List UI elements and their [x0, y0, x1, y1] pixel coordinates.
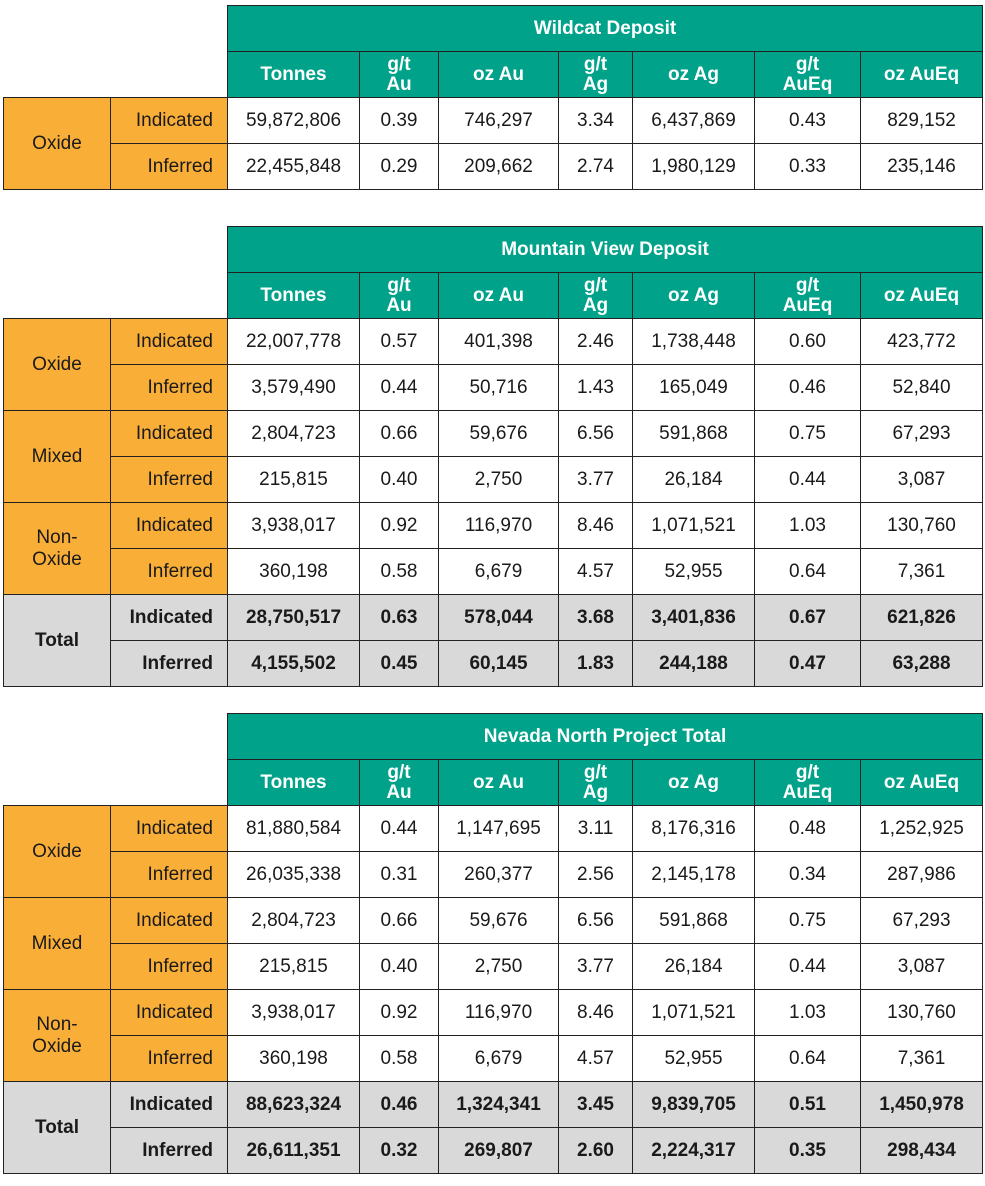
- header-row: [4, 760, 983, 806]
- category-cell: [4, 98, 111, 190]
- value-cell: 0.66: [360, 411, 439, 457]
- value-cell: 2,750: [439, 944, 559, 990]
- total-classification-cell: Indicated: [111, 595, 228, 641]
- value-cell: 0.92: [360, 990, 439, 1036]
- total-value-cell: 0.67: [755, 595, 861, 641]
- value-cell: 0.43: [755, 98, 861, 144]
- total-value-cell: 3.45: [559, 1082, 633, 1128]
- classification-cell: Indicated: [111, 898, 228, 944]
- value-cell: 130,760: [861, 990, 983, 1036]
- value-cell: 0.64: [755, 1036, 861, 1082]
- value-cell: 1.43: [559, 365, 633, 411]
- table-row: [4, 549, 983, 595]
- value-cell: 2,750: [439, 457, 559, 503]
- classification-cell: Indicated: [111, 806, 228, 852]
- column-header: [861, 273, 983, 319]
- value-cell: 7,361: [861, 549, 983, 595]
- category-label: Mixed: [31, 932, 83, 954]
- column-header-line1: g/t: [387, 274, 411, 296]
- classification-cell: Indicated: [111, 990, 228, 1036]
- column-header-line1: oz AuEq: [883, 63, 960, 85]
- value-cell: 0.60: [755, 319, 861, 365]
- value-cell: 0.44: [755, 944, 861, 990]
- value-cell: 67,293: [861, 898, 983, 944]
- category-label-line2: Oxide: [32, 1035, 82, 1057]
- value-cell: 0.31: [360, 852, 439, 898]
- value-cell: 0.75: [755, 898, 861, 944]
- value-cell: 22,007,778: [228, 319, 360, 365]
- value-cell: 1,980,129: [633, 144, 755, 190]
- value-cell: 287,986: [861, 852, 983, 898]
- table-row: [4, 806, 983, 852]
- value-cell: 22,455,848: [228, 144, 360, 190]
- value-cell: 2,804,723: [228, 411, 360, 457]
- value-cell: 423,772: [861, 319, 983, 365]
- classification-cell: Inferred: [111, 365, 228, 411]
- title-row: [4, 6, 983, 52]
- column-header-line1: oz AuEq: [883, 771, 960, 793]
- total-value-cell: 26,611,351: [228, 1128, 360, 1174]
- table-row: [4, 457, 983, 503]
- column-header: [755, 273, 861, 319]
- column-header-line1: Tonnes: [260, 63, 327, 85]
- table-row: [4, 98, 983, 144]
- column-header-line2: Au: [386, 73, 412, 95]
- value-cell: 26,184: [633, 457, 755, 503]
- value-cell: 8.46: [559, 503, 633, 549]
- column-header-line1: g/t: [795, 274, 820, 296]
- table-row: [4, 852, 983, 898]
- value-cell: 3.34: [559, 98, 633, 144]
- value-cell: 3,938,017: [228, 503, 360, 549]
- value-cell: 0.58: [360, 549, 439, 595]
- classification-cell: Indicated: [111, 503, 228, 549]
- total-value-cell: 2.60: [559, 1128, 633, 1174]
- column-header-line1: g/t: [387, 53, 411, 75]
- value-cell: 2.56: [559, 852, 633, 898]
- column-header: [228, 52, 360, 98]
- mountain-view-body: [4, 227, 983, 687]
- value-cell: 0.44: [360, 365, 439, 411]
- blank-corner: [4, 6, 228, 52]
- column-header-line1: g/t: [387, 761, 411, 783]
- total-value-cell: 298,434: [861, 1128, 983, 1174]
- column-header-line1: g/t: [795, 761, 820, 783]
- value-cell: 591,868: [633, 411, 755, 457]
- value-cell: 3,579,490: [228, 365, 360, 411]
- value-cell: 401,398: [439, 319, 559, 365]
- value-cell: 0.48: [755, 806, 861, 852]
- value-cell: 67,293: [861, 411, 983, 457]
- value-cell: 591,868: [633, 898, 755, 944]
- value-cell: 59,676: [439, 898, 559, 944]
- value-cell: 59,676: [439, 411, 559, 457]
- column-header: [559, 273, 633, 319]
- value-cell: 1.03: [755, 503, 861, 549]
- column-header-line1: oz Au: [472, 771, 524, 793]
- column-header: [439, 760, 559, 806]
- value-cell: 0.57: [360, 319, 439, 365]
- column-header: [360, 273, 439, 319]
- value-cell: 0.33: [755, 144, 861, 190]
- column-header: [755, 52, 861, 98]
- value-cell: 0.34: [755, 852, 861, 898]
- column-header: [633, 273, 755, 319]
- value-cell: 0.58: [360, 1036, 439, 1082]
- value-cell: 2.46: [559, 319, 633, 365]
- value-cell: 116,970: [439, 990, 559, 1036]
- column-header-line2: Au: [386, 781, 412, 803]
- value-cell: 6.56: [559, 898, 633, 944]
- value-cell: 52,955: [633, 549, 755, 595]
- column-header-line2: Ag: [582, 294, 609, 316]
- table-title: Mountain View Deposit: [228, 227, 983, 273]
- total-value-cell: 3,401,836: [633, 595, 755, 641]
- wildcat-table: [3, 5, 983, 190]
- value-cell: 1,071,521: [633, 503, 755, 549]
- column-header-line1: Tonnes: [260, 284, 327, 306]
- value-cell: 2,804,723: [228, 898, 360, 944]
- total-value-cell: 1,450,978: [861, 1082, 983, 1128]
- total-value-cell: 269,807: [439, 1128, 559, 1174]
- blank-corner: [4, 52, 228, 98]
- table-row: [4, 898, 983, 944]
- value-cell: 2,145,178: [633, 852, 755, 898]
- total-label: Total: [4, 1082, 111, 1174]
- total-value-cell: 244,188: [633, 641, 755, 687]
- value-cell: 3.77: [559, 944, 633, 990]
- value-cell: 209,662: [439, 144, 559, 190]
- column-header-line1: g/t: [583, 761, 608, 783]
- value-cell: 6,679: [439, 549, 559, 595]
- classification-cell: Indicated: [111, 411, 228, 457]
- value-cell: 8,176,316: [633, 806, 755, 852]
- classification-cell: Indicated: [111, 98, 228, 144]
- blank-corner: [4, 714, 228, 760]
- column-header-line2: Ag: [582, 73, 609, 95]
- total-value-cell: 0.32: [360, 1128, 439, 1174]
- value-cell: 0.44: [360, 806, 439, 852]
- total-value-cell: 2,224,317: [633, 1128, 755, 1174]
- blank-corner: [4, 273, 228, 319]
- column-header: [861, 52, 983, 98]
- column-header: [439, 52, 559, 98]
- table-title: Wildcat Deposit: [228, 6, 983, 52]
- value-cell: 215,815: [228, 457, 360, 503]
- table-row: [4, 1036, 983, 1082]
- column-header-line1: oz Ag: [667, 771, 719, 793]
- value-cell: 0.75: [755, 411, 861, 457]
- value-cell: 3,938,017: [228, 990, 360, 1036]
- column-header-line2: Ag: [582, 781, 609, 803]
- value-cell: 0.40: [360, 944, 439, 990]
- total-value-cell: 88,623,324: [228, 1082, 360, 1128]
- category-cell: [4, 319, 111, 411]
- column-header-line1: g/t: [583, 53, 608, 75]
- column-header: [559, 52, 633, 98]
- column-header-line2: AuEq: [782, 73, 833, 95]
- total-value-cell: 0.46: [360, 1082, 439, 1128]
- column-header-line1: g/t: [795, 53, 820, 75]
- total-value-cell: 0.45: [360, 641, 439, 687]
- total-value-cell: 0.47: [755, 641, 861, 687]
- column-header: [360, 52, 439, 98]
- value-cell: 0.46: [755, 365, 861, 411]
- classification-cell: Inferred: [111, 944, 228, 990]
- value-cell: 0.66: [360, 898, 439, 944]
- column-header-line1: oz AuEq: [883, 284, 960, 306]
- category-cell: [4, 898, 111, 990]
- total-value-cell: 28,750,517: [228, 595, 360, 641]
- table-row: [4, 990, 983, 1036]
- value-cell: 81,880,584: [228, 806, 360, 852]
- category-cell: [4, 411, 111, 503]
- value-cell: 746,297: [439, 98, 559, 144]
- title-row: [4, 227, 983, 273]
- column-header: [633, 52, 755, 98]
- value-cell: 6.56: [559, 411, 633, 457]
- category-cell: [4, 990, 111, 1082]
- total-value-cell: 1.83: [559, 641, 633, 687]
- column-header-line2: AuEq: [782, 781, 833, 803]
- classification-cell: Inferred: [111, 549, 228, 595]
- column-header-line2: AuEq: [782, 294, 833, 316]
- value-cell: 0.39: [360, 98, 439, 144]
- table-row: [4, 144, 983, 190]
- value-cell: 4.57: [559, 1036, 633, 1082]
- total-classification-cell: Inferred: [111, 1128, 228, 1174]
- value-cell: 59,872,806: [228, 98, 360, 144]
- value-cell: 52,955: [633, 1036, 755, 1082]
- value-cell: 829,152: [861, 98, 983, 144]
- total-row: [4, 1082, 983, 1128]
- nevada-north-body: [4, 714, 983, 1174]
- category-label: Non-: [36, 1013, 78, 1035]
- table-row: [4, 411, 983, 457]
- value-cell: 0.29: [360, 144, 439, 190]
- value-cell: 6,437,869: [633, 98, 755, 144]
- column-header: [755, 760, 861, 806]
- total-value-cell: 0.51: [755, 1082, 861, 1128]
- value-cell: 1,147,695: [439, 806, 559, 852]
- mountain-view-table: [3, 226, 983, 687]
- wildcat-body: [4, 6, 983, 190]
- value-cell: 3.11: [559, 806, 633, 852]
- table-title: Nevada North Project Total: [228, 714, 983, 760]
- value-cell: 1.03: [755, 990, 861, 1036]
- value-cell: 1,071,521: [633, 990, 755, 1036]
- value-cell: 3.77: [559, 457, 633, 503]
- value-cell: 360,198: [228, 549, 360, 595]
- value-cell: 4.57: [559, 549, 633, 595]
- value-cell: 1,252,925: [861, 806, 983, 852]
- total-row: [4, 595, 983, 641]
- category-label: Non-: [36, 526, 78, 548]
- category-cell: [4, 503, 111, 595]
- blank-corner: [4, 760, 228, 806]
- table-row: [4, 319, 983, 365]
- blank-corner: [4, 227, 228, 273]
- column-header-line1: oz Au: [472, 63, 524, 85]
- total-value-cell: 3.68: [559, 595, 633, 641]
- total-value-cell: 621,826: [861, 595, 983, 641]
- total-value-cell: 578,044: [439, 595, 559, 641]
- column-header: [360, 760, 439, 806]
- value-cell: 0.40: [360, 457, 439, 503]
- total-row: [4, 1128, 983, 1174]
- value-cell: 215,815: [228, 944, 360, 990]
- category-cell: [4, 806, 111, 898]
- total-label: Total: [4, 595, 111, 687]
- total-row: [4, 641, 983, 687]
- category-label: Oxide: [32, 353, 82, 375]
- total-value-cell: 1,324,341: [439, 1082, 559, 1128]
- column-header: [228, 273, 360, 319]
- value-cell: 1,738,448: [633, 319, 755, 365]
- total-value-cell: 4,155,502: [228, 641, 360, 687]
- column-header: [633, 760, 755, 806]
- classification-cell: Indicated: [111, 319, 228, 365]
- column-header-line1: oz Au: [472, 284, 524, 306]
- header-row: [4, 273, 983, 319]
- total-value-cell: 63,288: [861, 641, 983, 687]
- category-label: Mixed: [31, 445, 83, 467]
- column-header-line1: g/t: [583, 274, 608, 296]
- column-header-line1: oz Ag: [667, 284, 719, 306]
- column-header-line1: Tonnes: [260, 771, 327, 793]
- value-cell: 26,184: [633, 944, 755, 990]
- title-row: [4, 714, 983, 760]
- column-header: [439, 273, 559, 319]
- total-value-cell: 60,145: [439, 641, 559, 687]
- value-cell: 2.74: [559, 144, 633, 190]
- column-header: [228, 760, 360, 806]
- column-header-line2: Au: [386, 294, 412, 316]
- nevada-north-table: [3, 713, 983, 1174]
- classification-cell: Inferred: [111, 144, 228, 190]
- value-cell: 0.64: [755, 549, 861, 595]
- total-value-cell: 0.35: [755, 1128, 861, 1174]
- classification-cell: Inferred: [111, 852, 228, 898]
- table-row: [4, 503, 983, 549]
- total-value-cell: 0.63: [360, 595, 439, 641]
- table-row: [4, 365, 983, 411]
- category-label: Oxide: [32, 840, 82, 862]
- column-header-line1: oz Ag: [667, 63, 719, 85]
- category-label-line2: Oxide: [32, 548, 82, 570]
- value-cell: 116,970: [439, 503, 559, 549]
- column-header: [861, 760, 983, 806]
- value-cell: 6,679: [439, 1036, 559, 1082]
- value-cell: 50,716: [439, 365, 559, 411]
- value-cell: 52,840: [861, 365, 983, 411]
- header-row: [4, 52, 983, 98]
- value-cell: 360,198: [228, 1036, 360, 1082]
- value-cell: 3,087: [861, 944, 983, 990]
- value-cell: 165,049: [633, 365, 755, 411]
- value-cell: 130,760: [861, 503, 983, 549]
- column-header: [559, 760, 633, 806]
- total-classification-cell: Indicated: [111, 1082, 228, 1128]
- value-cell: 260,377: [439, 852, 559, 898]
- value-cell: 3,087: [861, 457, 983, 503]
- value-cell: 7,361: [861, 1036, 983, 1082]
- value-cell: 0.44: [755, 457, 861, 503]
- total-value-cell: 9,839,705: [633, 1082, 755, 1128]
- table-row: [4, 944, 983, 990]
- value-cell: 26,035,338: [228, 852, 360, 898]
- value-cell: 8.46: [559, 990, 633, 1036]
- classification-cell: Inferred: [111, 1036, 228, 1082]
- classification-cell: Inferred: [111, 457, 228, 503]
- category-label: Oxide: [32, 132, 82, 154]
- value-cell: 235,146: [861, 144, 983, 190]
- total-classification-cell: Inferred: [111, 641, 228, 687]
- value-cell: 0.92: [360, 503, 439, 549]
